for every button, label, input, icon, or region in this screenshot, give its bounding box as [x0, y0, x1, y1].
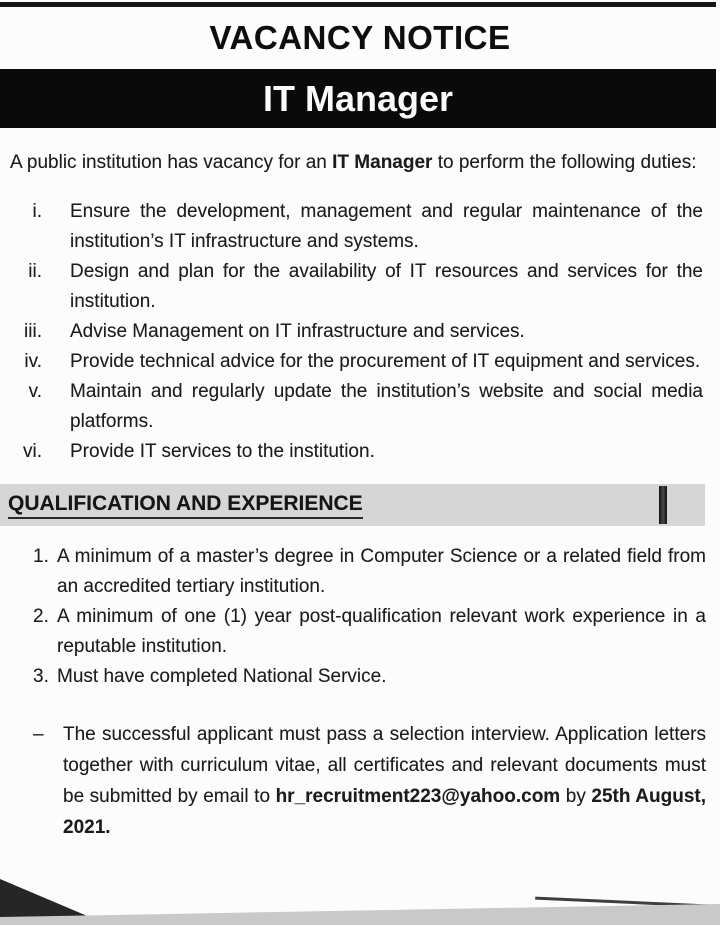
qualification-list	[33, 542, 706, 692]
intro-role-bold: IT Manager	[332, 152, 433, 173]
qualification-item	[33, 542, 706, 602]
duty-item	[8, 437, 703, 467]
top-border-bar	[0, 2, 716, 7]
qualification-header-bar	[0, 484, 705, 526]
application-email: hr_recruitment223@yahoo.com	[275, 786, 561, 807]
application-text	[63, 719, 706, 843]
duty-marker: vi.	[23, 441, 42, 462]
role-banner	[0, 69, 716, 128]
role-banner-text: IT Manager	[262, 77, 454, 119]
qualification-marker: 3.	[33, 666, 49, 687]
qualification-marker: 1.	[33, 546, 49, 567]
duty-item	[8, 377, 703, 437]
scan-artifact-bottom-strip	[0, 904, 720, 925]
duty-text: Design and plan for the availability of IT resources and services for the institution.	[70, 261, 703, 312]
duty-marker: i.	[32, 201, 42, 222]
qualification-heading: QUALIFICATION AND EXPERIENCE	[8, 492, 363, 519]
duty-item	[8, 257, 703, 317]
duty-item	[8, 197, 703, 257]
duty-text: Maintain and regularly update the institution’s website and social media platforms.	[70, 381, 703, 432]
qualification-text: A minimum of a master’s degree in Computer Science or a related field from an accredited tertiary institution.	[57, 546, 706, 597]
duty-text: Provide IT services to the institution.	[70, 441, 375, 462]
duty-marker: iii.	[24, 321, 42, 342]
intro-text-post: to perform the following duties:	[432, 152, 697, 173]
duty-text: Provide technical advice for the procurement of IT equipment and services.	[70, 351, 701, 372]
qualification-text: A minimum of one (1) year post-qualification relevant work experience in a reputable institution.	[57, 606, 706, 657]
duty-text: Advise Management on IT infrastructure and services.	[70, 321, 525, 342]
duty-marker: ii.	[28, 261, 42, 282]
duties-list	[8, 197, 703, 467]
qualification-text: Must have completed National Service.	[57, 666, 387, 687]
application-text-mid: by	[560, 786, 592, 807]
duty-text: Ensure the development, management and regular maintenance of the institution’s IT infrastructure and systems.	[70, 201, 703, 252]
scan-artifact-corner-triangle	[0, 879, 92, 918]
duty-marker: v.	[28, 381, 42, 402]
application-text-body: The successful applicant must pass a selection interview. Application letters together with curriculum vitae, all certificates and relevant documents must be submitted by email to	[63, 724, 706, 807]
application-note	[33, 719, 706, 843]
qualification-item	[33, 662, 706, 692]
application-dash-marker: –	[33, 724, 44, 745]
scan-cursor-mark	[659, 486, 667, 524]
intro-text-pre: A public institution has vacancy for an	[10, 152, 333, 173]
qualification-marker: 2.	[33, 606, 49, 627]
duty-marker: iv.	[24, 351, 42, 372]
page-title: VACANCY NOTICE	[209, 19, 511, 56]
qualification-item	[33, 602, 706, 662]
duty-item	[8, 317, 703, 347]
duty-item	[8, 347, 703, 377]
intro-paragraph	[10, 147, 710, 179]
application-deadline: 25th August, 2021.	[63, 786, 706, 838]
